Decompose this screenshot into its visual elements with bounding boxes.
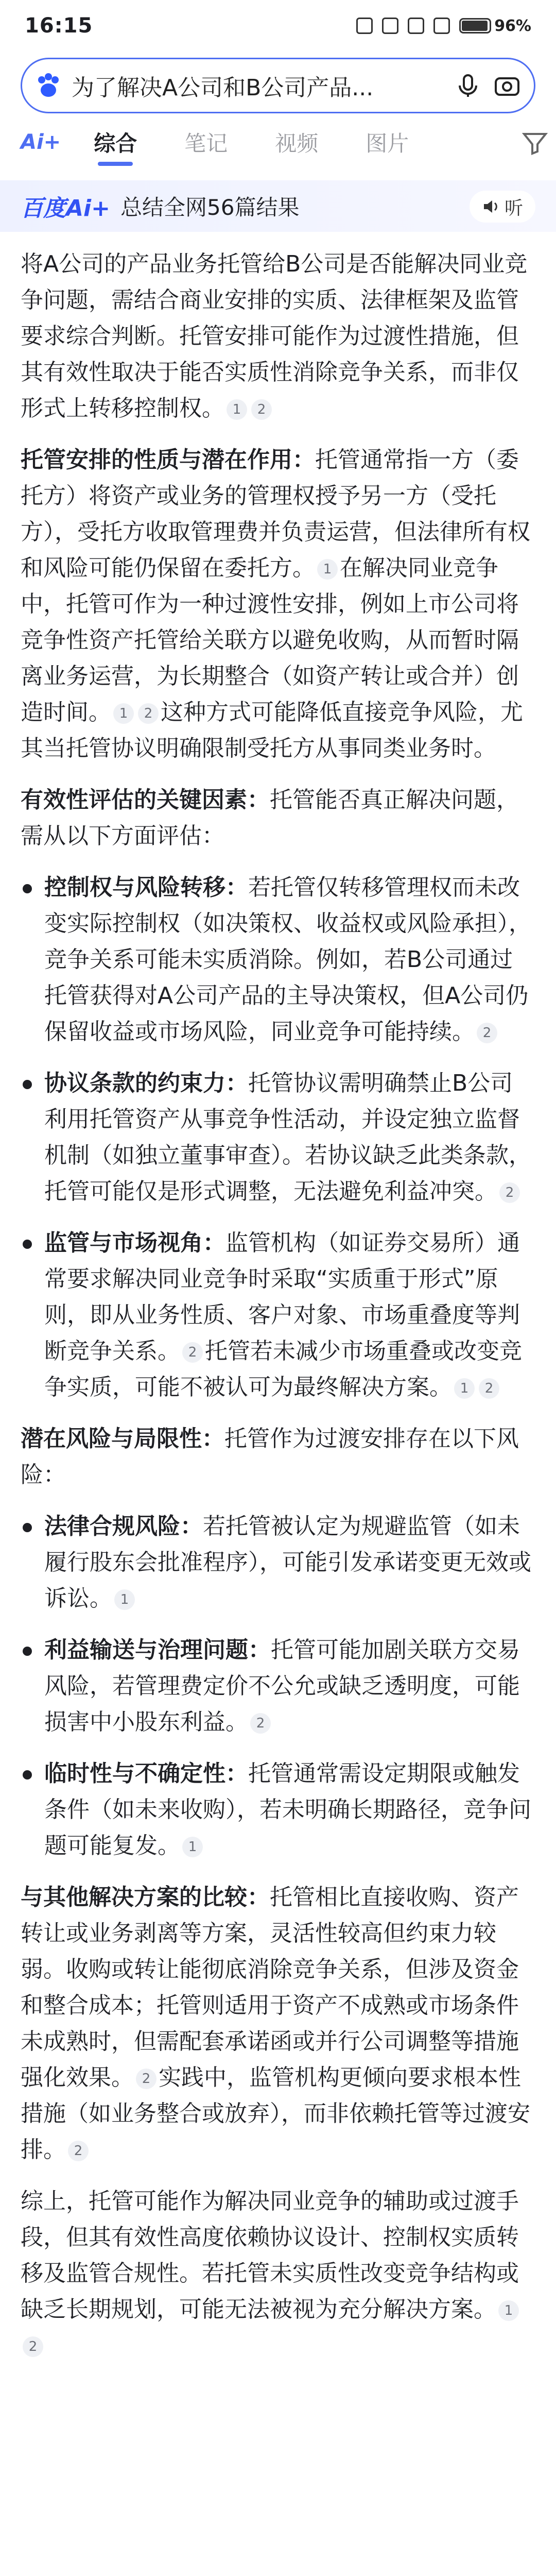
bullet-dot: [23, 1240, 32, 1249]
bullet-text: 若托管仅转移管理权而未改变实际控制权（如决策权、收益权或风险承担），竞争关系可能未实质消除。例如，若B公司通过托管获得对A公司产品的主导决策权，但A公司仍保留收益或市场风险，同业竞争可能持续。: [44, 874, 531, 1045]
citation-1[interactable]: 1: [317, 559, 338, 580]
nature-text-2: 在解决同业竞争中，托管可作为一种过渡性安排，例如上市公司将竞争性资产托管给关联方以避免收购，从而暂时隔离业务运营，为长期整合（如资产转让或合并）创造时间。: [21, 555, 519, 725]
citation-2[interactable]: 2: [68, 2141, 89, 2161]
bullet-dot: [23, 1523, 32, 1532]
bullet-label: 监管与市场视角：: [44, 1230, 225, 1256]
citation-2[interactable]: 2: [23, 2336, 43, 2357]
nature-text-3: 这种方式可能降低直接竞争风险，尤其当托管协议明确限制受托方从事同类业务时。: [21, 699, 523, 761]
battery-icon: [459, 17, 531, 35]
section-heading-nature: 托管安排的性质与潜在作用：: [21, 447, 315, 473]
citation-1[interactable]: 1: [498, 2300, 519, 2321]
section-heading-risks: 潜在风险与局限性：: [21, 1426, 224, 1452]
ai-plus-logo[interactable]: Ai+: [21, 130, 61, 154]
citation-2[interactable]: 2: [251, 399, 272, 420]
paragraph-conclusion: [21, 2183, 535, 2364]
bullet-text-2: 托管若未减少市场重叠或改变竞争实质，可能不被认可为最终解决方案。: [44, 1338, 522, 1400]
bullet-label: 控制权与风险转移：: [44, 874, 248, 901]
bullet-label: 法律合规风险：: [44, 1513, 203, 1539]
signal-icon: [433, 18, 450, 34]
citation-2[interactable]: 2: [136, 2069, 157, 2089]
microphone-icon[interactable]: [454, 71, 482, 100]
tab-video[interactable]: 视频: [275, 131, 319, 156]
section-heading-evaluation: 有效性评估的关键因素：: [21, 787, 270, 813]
citation-1[interactable]: 1: [182, 1837, 203, 1857]
citation-1[interactable]: 1: [114, 1589, 135, 1610]
paragraph-nature: [21, 442, 535, 767]
search-bar[interactable]: [21, 58, 535, 113]
search-query[interactable]: 为了解决A公司和B公司产品...: [72, 75, 374, 101]
list-item: [21, 1632, 535, 1740]
paragraph-intro: [21, 246, 535, 427]
bullet-dot: [23, 1647, 32, 1656]
intro-text: 将A公司的产品业务托管给B公司是否能解决同业竞争问题，需结合商业安排的实质、法律框架及监管要求综合判断。托管安排可能作为过渡性措施，但其有效性取决于能否实质性消除竞争关系，而非仅形式上转移控制权。: [21, 251, 528, 421]
nfc-icon: [356, 18, 373, 34]
bullet-text: 监管机构（如证券交易所）通常要求解决同业竞争时采取“实质重于形式”原则，即从业务性质、客户对象、市场重叠度等判断竞争关系。: [44, 1230, 520, 1364]
listen-label: 听: [504, 197, 523, 219]
bullet-dot: [23, 1080, 32, 1089]
list-item: [21, 1509, 535, 1617]
baidu-ai-brand: 百度Ai+: [21, 195, 111, 222]
evaluation-text: 托管能否真正解决问题，需从以下方面评估：: [21, 787, 519, 849]
conclusion-text: 综上，托管可能作为解决同业竞争的辅助或过渡手段，但其有效性高度依赖协议设计、控制权实质转移及监管合规性。若托管未实质性改变竞争结构或缺乏长期规划，可能无法被视为充分解决方案。: [21, 2188, 519, 2323]
bullet-dot: [23, 884, 32, 893]
status-icons: [356, 17, 531, 35]
status-time: 16:15: [25, 14, 93, 38]
paragraph-evaluation: [21, 782, 535, 854]
citation-1[interactable]: 1: [454, 1378, 475, 1399]
summary-label: 总结全网56篇结果: [120, 195, 300, 220]
citation-2[interactable]: 2: [477, 1023, 497, 1043]
comparison-text: 托管相比直接收购、资产转让或业务剥离等方案，灵活性较高但约束力较弱。收购或转让能彻底消除竞争关系，但涉及资金和整合成本；托管则适用于资产不成熟或市场条件未成熟时，但需配套承诺函或并行公司调整等措施强化效果。: [21, 1884, 519, 2091]
risks-text: 托管作为过渡安排存在以下风险：: [21, 1426, 519, 1488]
list-item: [21, 870, 535, 1050]
citation-2[interactable]: 2: [250, 1713, 271, 1734]
citation-1[interactable]: 1: [227, 399, 247, 420]
bullet-text: 托管通常需设定期限或触发条件（如未来收购），若未明确长期路径，竞争问题可能复发。: [44, 1760, 531, 1859]
paragraph-risks: [21, 1421, 535, 1493]
tab-comprehensive[interactable]: 综合: [94, 127, 137, 158]
citation-2[interactable]: 2: [182, 1342, 203, 1363]
listen-button[interactable]: [470, 191, 535, 223]
citation-2[interactable]: 2: [479, 1378, 499, 1399]
bullet-text: 托管协议需明确禁止B公司利用托管资产从事竞争性活动，并设定独立监督机制（如独立董事审查）。若协议缺乏此类条款，托管可能仅是形式调整，无法避免利益冲突。: [44, 1070, 531, 1205]
bluetooth-icon: [382, 18, 398, 34]
filter-icon[interactable]: [522, 132, 548, 155]
bullet-dot: [23, 1770, 32, 1780]
status-bar: [0, 0, 556, 52]
list-item: [21, 1065, 535, 1210]
tab-images[interactable]: 图片: [366, 131, 409, 156]
speaker-icon: [482, 198, 499, 215]
bullet-text: 若托管被认定为规避监管（如未履行股东会批准程序），可能引发承诺变更无效或诉讼。: [44, 1513, 531, 1612]
list-item: [21, 1756, 535, 1864]
tab-notes[interactable]: 笔记: [184, 131, 228, 156]
paragraph-comparison: [21, 1879, 535, 2168]
tab-bar: [0, 121, 556, 164]
nature-text: 托管通常指一方（委托方）将资产或业务的管理权授予另一方（受托方），受托方收取管理费并负责运营，但法律所有权和风险可能仍保留在委托方。: [21, 447, 530, 581]
wifi-icon: [408, 18, 424, 34]
battery-fill: [462, 21, 488, 31]
section-heading-comparison: 与其他解决方案的比较：: [21, 1884, 270, 1910]
comparison-text-2: 实践中，监管机构更倾向要求根本性措施（如业务整合或放弃），而非依赖托管等过渡安排。: [21, 2064, 530, 2163]
bullet-text: 托管可能加剧关联方交易风险，若管理费定价不公允或缺乏透明度，可能损害中小股东利益。: [44, 1637, 520, 1735]
citation-2[interactable]: 2: [138, 703, 159, 724]
baidu-paw-icon: [34, 72, 62, 99]
list-item: [21, 1225, 535, 1405]
citation-1[interactable]: 1: [113, 703, 134, 724]
citation-2[interactable]: 2: [499, 1182, 520, 1203]
answer-content: [21, 246, 535, 2379]
bullet-label: 临时性与不确定性：: [44, 1760, 248, 1787]
camera-icon[interactable]: [493, 71, 522, 100]
battery-text: 96%: [494, 16, 531, 35]
ai-summary-header: [0, 180, 556, 232]
bullet-label: 协议条款的约束力：: [44, 1070, 248, 1096]
bullet-label: 利益输送与治理问题：: [44, 1637, 271, 1663]
